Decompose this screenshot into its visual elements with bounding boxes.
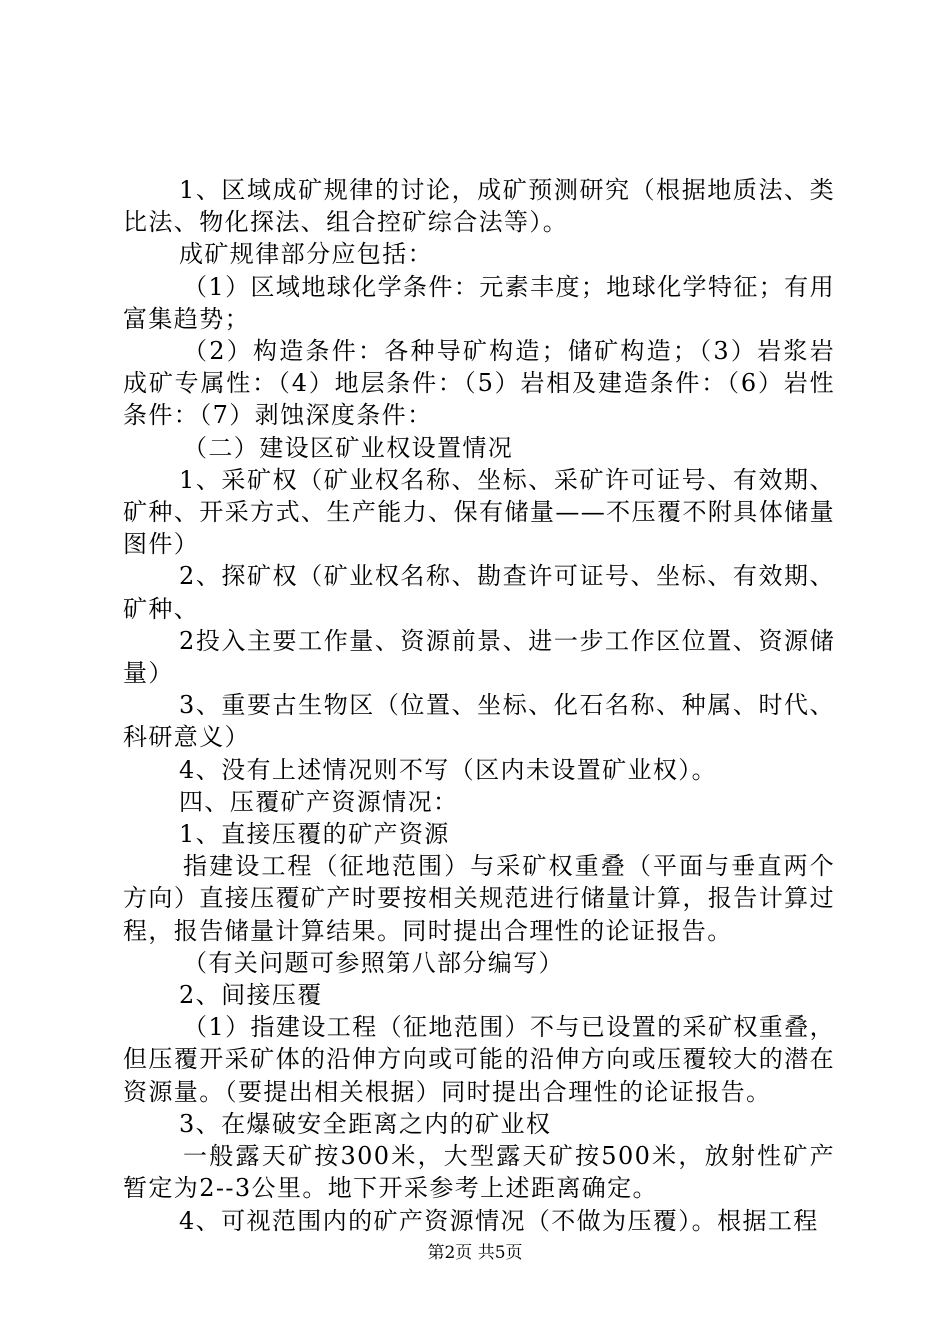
paragraph-geochemical-conditions: （1）区域地球化学条件：元素丰度；地球化学特征；有用富集趋势； <box>123 272 835 333</box>
subheading-blasting-distance: 3、在爆破安全距离之内的矿业权 <box>179 1109 552 1138</box>
paragraph-paleontology-area: 3、重要古生物区（位置、坐标、化石名称、种属、时代、科研意义） <box>123 691 835 752</box>
paragraph-workload: 2投入主要工作量、资源前景、进一步工作区位置、资源储量） <box>123 626 835 688</box>
paragraph-no-rights: 4、没有上述情况则不写（区内未设置矿业权）。 <box>179 755 718 784</box>
section-heading-overlaid-resources: 四、压覆矿产资源情况： <box>179 787 459 816</box>
paragraph-reference-note: （有关问题可参照第八部分编写） <box>183 948 564 977</box>
paragraph-exploration-right: 2、探矿权（矿业权名称、勘查许可证号、坐标、有效期、矿种、 <box>123 562 835 623</box>
paragraph-structural-conditions: （2）构造条件：各种导矿构造；储矿构造；（3）岩浆岩成矿专属性：（4）地层条件：（5）岩相及建造条件：（6）岩性条件：（7）剥蚀深度条件： <box>123 337 835 430</box>
section-heading-mining-rights: （二）建设区矿业权设置情况 <box>183 433 514 462</box>
body-text <box>123 174 835 1237</box>
paragraph-blasting-distance: 一般露天矿按300米，大型露天矿按500米，放射性矿产暂定为2--3公里。地下开采参考上述距离确定。 <box>123 1142 835 1203</box>
page-number-footer: 第2页 共5页 <box>427 1243 523 1263</box>
subheading-direct-overlay: 1、直接压覆的矿产资源 <box>179 820 450 849</box>
paragraph-mining-right: 1、采矿权（矿业权名称、坐标、采矿许可证号、有效期、矿种、开采方式、生产能力、保有储量——不压覆不附具体储量图件） <box>123 465 835 559</box>
paragraph-direct-overlay: 指建设工程（征地范围）与采矿权重叠（平面与垂直两个方向）直接压覆矿产时要按相关规范进行储量计算，报告计算过程，报告储量计算结果。同时提出合理性的论证报告。 <box>123 852 835 945</box>
paragraph-metallogenic-contents: 成矿规律部分应包括： <box>179 240 433 269</box>
paragraph-metallogenic-study: 1、区域成矿规律的讨论，成矿预测研究（根据地质法、类比法、物化探法、组合控矿综合法等）。 <box>123 176 835 237</box>
subheading-indirect-overlay: 2、间接压覆 <box>179 981 323 1010</box>
paragraph-indirect-overlay: （1）指建设工程（征地范围）不与已设置的采矿权重叠，但压覆开采矿体的沿伸方向或可能的沿伸方向或压覆较大的潜在资源量。（要提出相关根据）同时提出合理性的论证报告。 <box>123 1013 835 1106</box>
paragraph-visible-range: 4、可视范围内的矿产资源情况（不做为压覆）。根据工程 <box>179 1206 819 1235</box>
